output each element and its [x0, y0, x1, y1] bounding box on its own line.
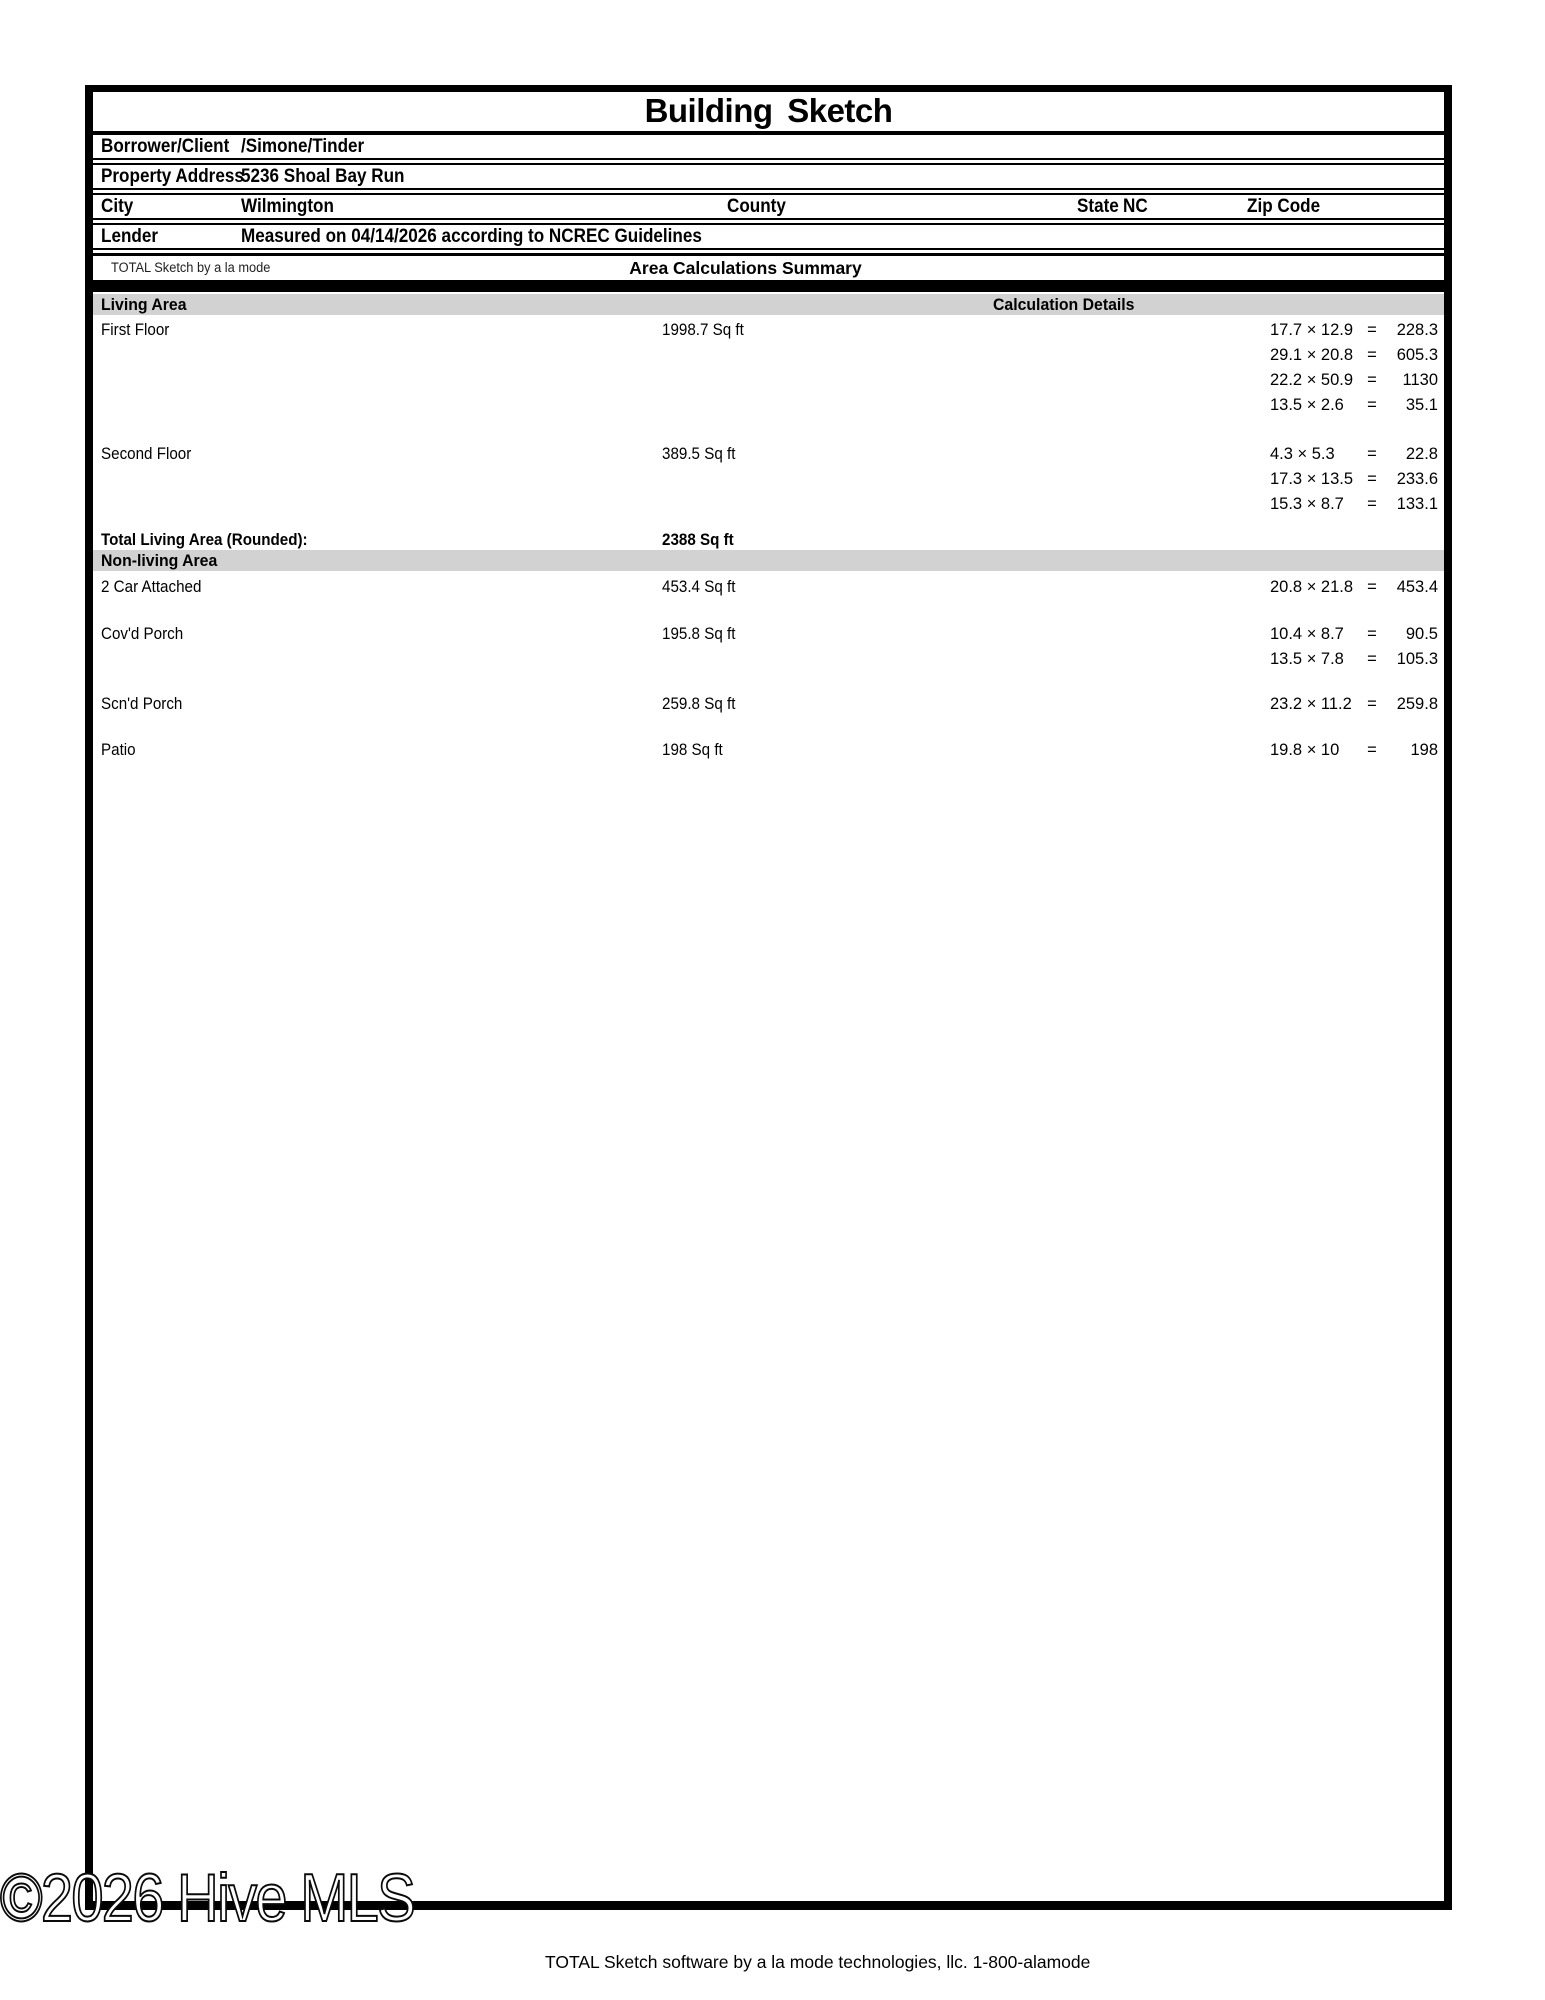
page-title: Building Sketch [644, 92, 893, 129]
property-address-value: 5236 Shoal Bay Run [241, 166, 405, 187]
calc-details-block [1270, 738, 1438, 763]
hive-mls-watermark: ©2026 Hive MLS [0, 1860, 414, 1936]
living-area-label: Living Area [101, 295, 187, 314]
zip-code-label: Zip Code [1247, 196, 1321, 217]
state-label: State [1077, 196, 1119, 217]
area-label: 2 Car Attached [101, 578, 202, 596]
calc-line: 20.8 × 21.8 = 453.4 [1270, 578, 1438, 596]
area-sqft: 453.4 Sq ft [662, 578, 736, 596]
nonliving-area-section-header [93, 550, 1444, 571]
calc-line: 13.5 × 7.8 = 105.3 [1270, 650, 1438, 668]
borrower-value: /Simone/Tinder [241, 136, 365, 157]
area-label: Patio [101, 741, 136, 759]
lender-label: Lender [101, 226, 159, 247]
summary-header-row [93, 253, 1444, 280]
lender-row [93, 223, 1444, 250]
area-calculations-summary-heading: Area Calculations Summary [629, 258, 862, 278]
area-sqft: 195.8 Sq ft [662, 625, 736, 643]
title-row [93, 92, 1444, 133]
living-area-section-header [93, 294, 1444, 315]
calc-details-block [1270, 318, 1438, 418]
area-sqft: 389.5 Sq ft [662, 445, 736, 463]
calc-details-block [1270, 692, 1438, 717]
borrower-label: Borrower/Client [101, 136, 230, 157]
borrower-row [93, 133, 1444, 160]
sketch-form-frame [85, 85, 1452, 1910]
state-value: NC [1123, 196, 1148, 217]
calc-line: 15.3 × 8.7 = 133.1 [1270, 495, 1438, 513]
city-row [93, 193, 1444, 220]
area-sqft: 1998.7 Sq ft [662, 321, 744, 339]
calc-line: 22.2 × 50.9 = 1130 [1270, 371, 1438, 389]
thick-divider-bar [93, 280, 1444, 292]
calc-details-block [1270, 622, 1438, 672]
total-living-area-label: Total Living Area (Rounded): [101, 531, 308, 549]
calc-line: 4.3 × 5.3 = 22.8 [1270, 445, 1438, 463]
calc-line: 13.5 × 2.6 = 35.1 [1270, 396, 1438, 414]
area-sqft: 198 Sq ft [662, 741, 723, 759]
calc-line: 10.4 × 8.7 = 90.5 [1270, 625, 1438, 643]
calc-line: 29.1 × 20.8 = 605.3 [1270, 346, 1438, 364]
calc-line: 19.8 × 10 = 198 [1270, 741, 1438, 759]
calc-details-block [1270, 575, 1438, 600]
calc-line: 17.7 × 12.9 = 228.3 [1270, 321, 1438, 339]
calc-details-block [1270, 442, 1438, 517]
total-living-area-value: 2388 Sq ft [662, 531, 734, 549]
city-label: City [101, 196, 134, 217]
area-label: First Floor [101, 321, 170, 339]
area-label: Scn'd Porch [101, 695, 183, 713]
software-credit: TOTAL Sketch software by a la mode technologies, llc. 1-800-alamode [545, 1952, 1091, 1972]
property-address-label: Property Address [101, 166, 244, 187]
area-label: Second Floor [101, 445, 192, 463]
property-address-row [93, 163, 1444, 190]
lender-value: Measured on 04/14/2026 according to NCREC Guidelines [241, 226, 702, 247]
city-value: Wilmington [241, 196, 334, 217]
calc-line: 17.3 × 13.5 = 233.6 [1270, 470, 1438, 488]
total-sketch-branding: TOTAL Sketch by a la mode [111, 260, 271, 275]
nonliving-area-label: Non-living Area [101, 551, 218, 570]
county-label: County [727, 196, 786, 217]
area-sqft: 259.8 Sq ft [662, 695, 736, 713]
calc-line: 23.2 × 11.2 = 259.8 [1270, 695, 1438, 713]
area-label: Cov'd Porch [101, 625, 184, 643]
calculation-details-label: Calculation Details [993, 295, 1135, 314]
